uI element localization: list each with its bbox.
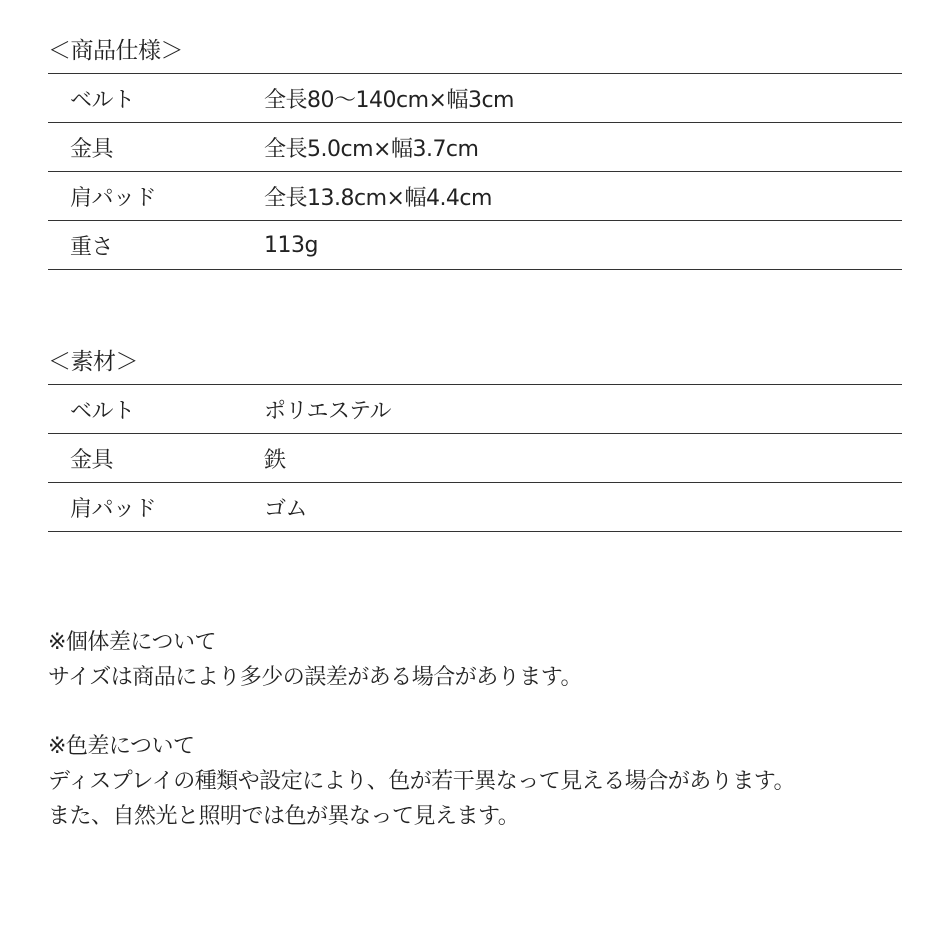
note-heading: ※個体差について <box>48 630 216 655</box>
spec-value-buckle: 全長5.0cm×幅3.7cm <box>264 136 479 162</box>
material-label-buckle: 金具 <box>70 447 114 473</box>
note-text: また、自然光と照明では色が異なって見えます。 <box>48 804 520 829</box>
table-row <box>48 123 902 172</box>
material-section <box>48 347 902 532</box>
spec-label-weight: 重さ <box>70 234 114 260</box>
spec-title: ＜商品仕様＞ <box>48 38 183 64</box>
material-value-shoulder-pad: ゴム <box>264 496 308 522</box>
spec-value-belt: 全長80〜140cm×幅3cm <box>264 87 514 113</box>
color-difference-note <box>48 729 908 834</box>
material-title: ＜素材＞ <box>48 349 138 375</box>
table-row <box>48 172 902 221</box>
material-label-shoulder-pad: 肩パッド <box>70 496 157 522</box>
material-value-belt: ポリエステル <box>264 398 392 424</box>
spec-label-shoulder-pad: 肩パッド <box>70 185 157 211</box>
spec-label-buckle: 金具 <box>70 136 114 162</box>
spec-value-shoulder-pad: 全長13.8cm×幅4.4cm <box>264 185 492 211</box>
note-heading: ※色差について <box>48 734 195 759</box>
note-text: ディスプレイの種類や設定により、色が若干異なって見える場合があります。 <box>48 769 796 794</box>
spec-table <box>48 73 902 270</box>
material-value-buckle: 鉄 <box>264 447 286 473</box>
material-label-belt: ベルト <box>70 398 135 424</box>
spec-label-belt: ベルト <box>70 87 135 113</box>
table-row <box>48 385 902 434</box>
table-row <box>48 483 902 532</box>
individual-difference-note <box>48 625 908 695</box>
table-row <box>48 74 902 123</box>
spec-section <box>48 36 902 270</box>
table-row <box>48 221 902 270</box>
spec-value-weight: 113g <box>264 232 318 258</box>
material-table <box>48 384 902 532</box>
table-row <box>48 434 902 483</box>
note-text: サイズは商品により多少の誤差がある場合があります。 <box>48 665 582 690</box>
